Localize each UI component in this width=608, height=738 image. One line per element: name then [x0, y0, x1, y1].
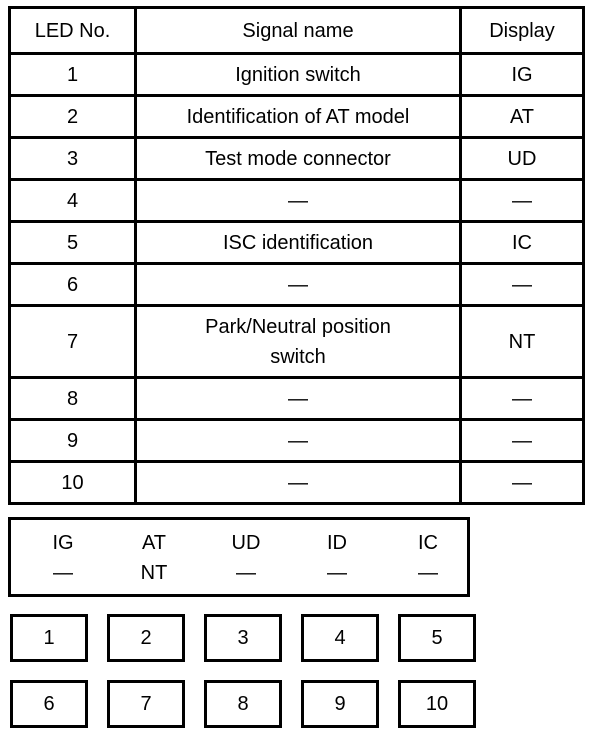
- table-row: [10, 222, 584, 264]
- signal-name: —: [136, 180, 461, 222]
- led-number: 6: [10, 264, 136, 306]
- led-box: 6: [10, 680, 88, 728]
- table-row: [10, 378, 584, 420]
- signal-name: Ignition switch: [136, 54, 461, 96]
- led-number: 3: [10, 138, 136, 180]
- signal-name: Test mode connector: [136, 138, 461, 180]
- table-row: [10, 138, 584, 180]
- display-code: —: [461, 420, 584, 462]
- panel-bottom-label: —: [236, 562, 256, 584]
- led-number: 8: [10, 378, 136, 420]
- led-number: 5: [10, 222, 136, 264]
- panel-top-label: IC: [418, 532, 438, 554]
- led-number: 10: [10, 462, 136, 504]
- table-row: [10, 420, 584, 462]
- signal-name: —: [136, 462, 461, 504]
- signal-name-line: Park/Neutral position: [205, 315, 391, 338]
- panel-bottom-label: —: [53, 562, 73, 584]
- led-number: 4: [10, 180, 136, 222]
- signal-name: —: [136, 420, 461, 462]
- led-box: 2: [107, 614, 185, 662]
- led-box: 10: [398, 680, 476, 728]
- signal-name: —: [136, 378, 461, 420]
- display-code: —: [461, 264, 584, 306]
- led-box: 9: [301, 680, 379, 728]
- panel-bottom-label: —: [327, 562, 347, 584]
- signal-name: Identification of AT model: [136, 96, 461, 138]
- signal-name: ISC identification: [136, 222, 461, 264]
- panel-top-label: ID: [327, 532, 347, 554]
- display-code: AT: [461, 96, 584, 138]
- table-row: [10, 54, 584, 96]
- led-number: 7: [10, 306, 136, 378]
- led-box: 4: [301, 614, 379, 662]
- header-led-no: LED No.: [10, 8, 136, 54]
- signal-name-line: switch: [270, 345, 326, 368]
- led-number: 2: [10, 96, 136, 138]
- panel-bottom-label: —: [418, 562, 438, 584]
- led-box: 5: [398, 614, 476, 662]
- panel-top-label: IG: [52, 532, 74, 554]
- header-display: Display: [461, 8, 584, 54]
- display-code: IG: [461, 54, 584, 96]
- display-code: —: [461, 180, 584, 222]
- panel-column: [206, 528, 286, 588]
- led-signal-table: [8, 6, 585, 505]
- header-signal-name: Signal name: [136, 8, 461, 54]
- display-code: —: [461, 378, 584, 420]
- display-panel: [8, 517, 470, 597]
- table-row: [10, 180, 584, 222]
- panel-column: [114, 528, 194, 588]
- signal-name: —: [136, 264, 461, 306]
- panel-top-label: AT: [141, 532, 167, 554]
- led-box: 1: [10, 614, 88, 662]
- panel-top-label: UD: [231, 532, 261, 554]
- panel-column: [388, 528, 468, 588]
- display-code: UD: [461, 138, 584, 180]
- signal-name: [136, 306, 461, 378]
- led-number: 1: [10, 54, 136, 96]
- display-code: NT: [461, 306, 584, 378]
- table-row: [10, 264, 584, 306]
- table-row: [10, 462, 584, 504]
- display-code: IC: [461, 222, 584, 264]
- led-box: 7: [107, 680, 185, 728]
- panel-bottom-label: NT: [140, 562, 168, 584]
- panel-column: [23, 528, 103, 588]
- led-number: 9: [10, 420, 136, 462]
- table-row: [10, 306, 584, 378]
- panel-column: [297, 528, 377, 588]
- table-row: [10, 96, 584, 138]
- led-box: 8: [204, 680, 282, 728]
- display-code: —: [461, 462, 584, 504]
- led-box: 3: [204, 614, 282, 662]
- table-header-row: [10, 8, 584, 54]
